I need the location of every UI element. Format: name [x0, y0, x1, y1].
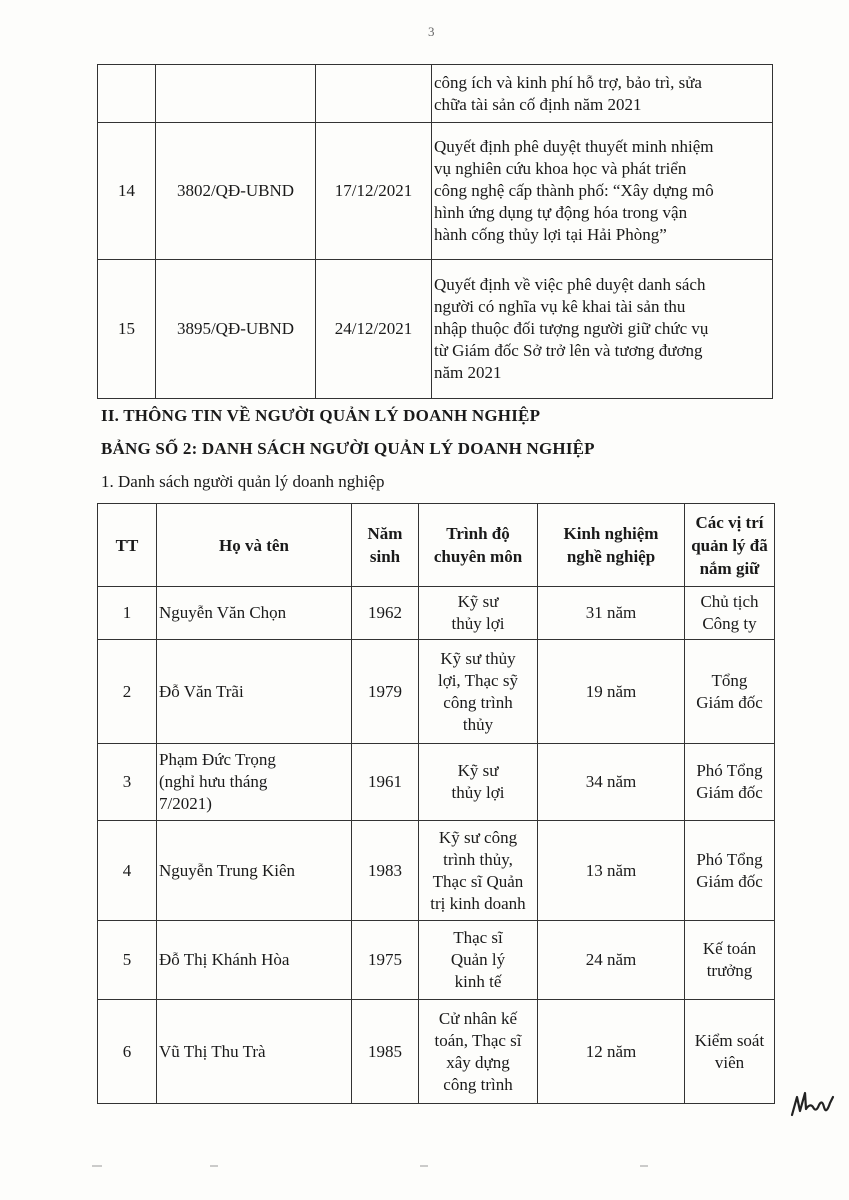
table-row: [98, 260, 773, 399]
row-number: [98, 65, 156, 123]
header-year: Năm sinh: [352, 504, 419, 587]
education: Kỹ sư công trình thủy, Thạc sĩ Quản trị kinh doanh: [419, 821, 538, 921]
manager-name: Đỗ Văn Trãi: [157, 640, 352, 744]
table-row: [98, 640, 775, 744]
header-name: Họ và tên: [157, 504, 352, 587]
experience: 24 năm: [538, 921, 685, 1000]
decision-content: Quyết định phê duyệt thuyết minh nhiệm vụ nghiên cứu khoa học và phát triển công nghệ cấp thành phố: “Xây dựng mô hình ứng dụng tự động hóa trong vận hành cống thủy lợi tại Hải Phòng”: [432, 123, 773, 260]
row-tt: 6: [98, 1000, 157, 1104]
row-tt: 4: [98, 821, 157, 921]
scan-artifact: [640, 1165, 648, 1167]
manager-name: Vũ Thị Thu Trà: [157, 1000, 352, 1104]
experience: 19 năm: [538, 640, 685, 744]
position: Tổng Giám đốc: [685, 640, 775, 744]
section-heading: II. THÔNG TIN VỀ NGƯỜI QUẢN LÝ DOANH NGHIỆP: [101, 406, 541, 425]
decision-content: Quyết định về việc phê duyệt danh sách người có nghĩa vụ kê khai tài sản thu nhập thuộc đối tượng người giữ chức vụ từ Giám đốc Sở trở lên và tương đương năm 2021: [432, 260, 773, 399]
table-row: [98, 123, 773, 260]
position: Kiểm soát viên: [685, 1000, 775, 1104]
managers-table: [97, 503, 775, 1104]
manager-name: Nguyễn Trung Kiên: [157, 821, 352, 921]
manager-name: Đỗ Thị Khánh Hòa: [157, 921, 352, 1000]
experience: 31 năm: [538, 587, 685, 640]
subheading: 1. Danh sách người quản lý doanh nghiệp: [101, 472, 385, 491]
birth-year: 1983: [352, 821, 419, 921]
birth-year: 1979: [352, 640, 419, 744]
scan-artifact: [92, 1165, 102, 1167]
decision-content: công ích và kinh phí hỗ trợ, bảo trì, sửa chữa tài sản cố định năm 2021: [432, 65, 773, 123]
education: Thạc sĩ Quản lý kinh tế: [419, 921, 538, 1000]
scan-artifact: [420, 1165, 428, 1167]
table-row: [98, 587, 775, 640]
experience: 12 năm: [538, 1000, 685, 1104]
header-tt: TT: [98, 504, 157, 587]
position: Phó Tổng Giám đốc: [685, 744, 775, 821]
header-experience: Kinh nghiệm nghề nghiệp: [538, 504, 685, 587]
decision-code: 3802/QĐ-UBND: [156, 123, 316, 260]
row-tt: 3: [98, 744, 157, 821]
row-number: 15: [98, 260, 156, 399]
page-number: 3: [428, 24, 435, 39]
birth-year: 1962: [352, 587, 419, 640]
position: Kế toán trưởng: [685, 921, 775, 1000]
header-positions: Các vị trí quản lý đã nắm giữ: [685, 504, 775, 587]
experience: 34 năm: [538, 744, 685, 821]
decisions-table: [97, 64, 773, 399]
table-row: [98, 921, 775, 1000]
table-row: [98, 821, 775, 921]
table-row: [98, 65, 773, 123]
manager-name: Phạm Đức Trọng (nghỉ hưu tháng 7/2021): [157, 744, 352, 821]
decision-date: 17/12/2021: [316, 123, 432, 260]
birth-year: 1961: [352, 744, 419, 821]
decision-code: [156, 65, 316, 123]
row-tt: 5: [98, 921, 157, 1000]
education: Kỹ sư thủy lợi: [419, 587, 538, 640]
signature-initials: [788, 1085, 836, 1123]
header-education: Trình độ chuyên môn: [419, 504, 538, 587]
row-tt: 2: [98, 640, 157, 744]
birth-year: 1985: [352, 1000, 419, 1104]
scan-artifact: [210, 1165, 218, 1167]
manager-name: Nguyễn Văn Chọn: [157, 587, 352, 640]
table-heading: BẢNG SỐ 2: DANH SÁCH NGƯỜI QUẢN LÝ DOANH NGHIỆP: [101, 439, 595, 458]
decision-date: 24/12/2021: [316, 260, 432, 399]
decision-code: 3895/QĐ-UBND: [156, 260, 316, 399]
education: Kỹ sư thủy lợi, Thạc sỹ công trình thủy: [419, 640, 538, 744]
table-row: [98, 1000, 775, 1104]
row-tt: 1: [98, 587, 157, 640]
experience: 13 năm: [538, 821, 685, 921]
table-row: [98, 744, 775, 821]
table-header-row: [98, 504, 775, 587]
education: Kỹ sư thủy lợi: [419, 744, 538, 821]
birth-year: 1975: [352, 921, 419, 1000]
row-number: 14: [98, 123, 156, 260]
position: Chủ tịch Công ty: [685, 587, 775, 640]
position: Phó Tổng Giám đốc: [685, 821, 775, 921]
education: Cử nhân kế toán, Thạc sĩ xây dựng công trình: [419, 1000, 538, 1104]
decision-date: [316, 65, 432, 123]
